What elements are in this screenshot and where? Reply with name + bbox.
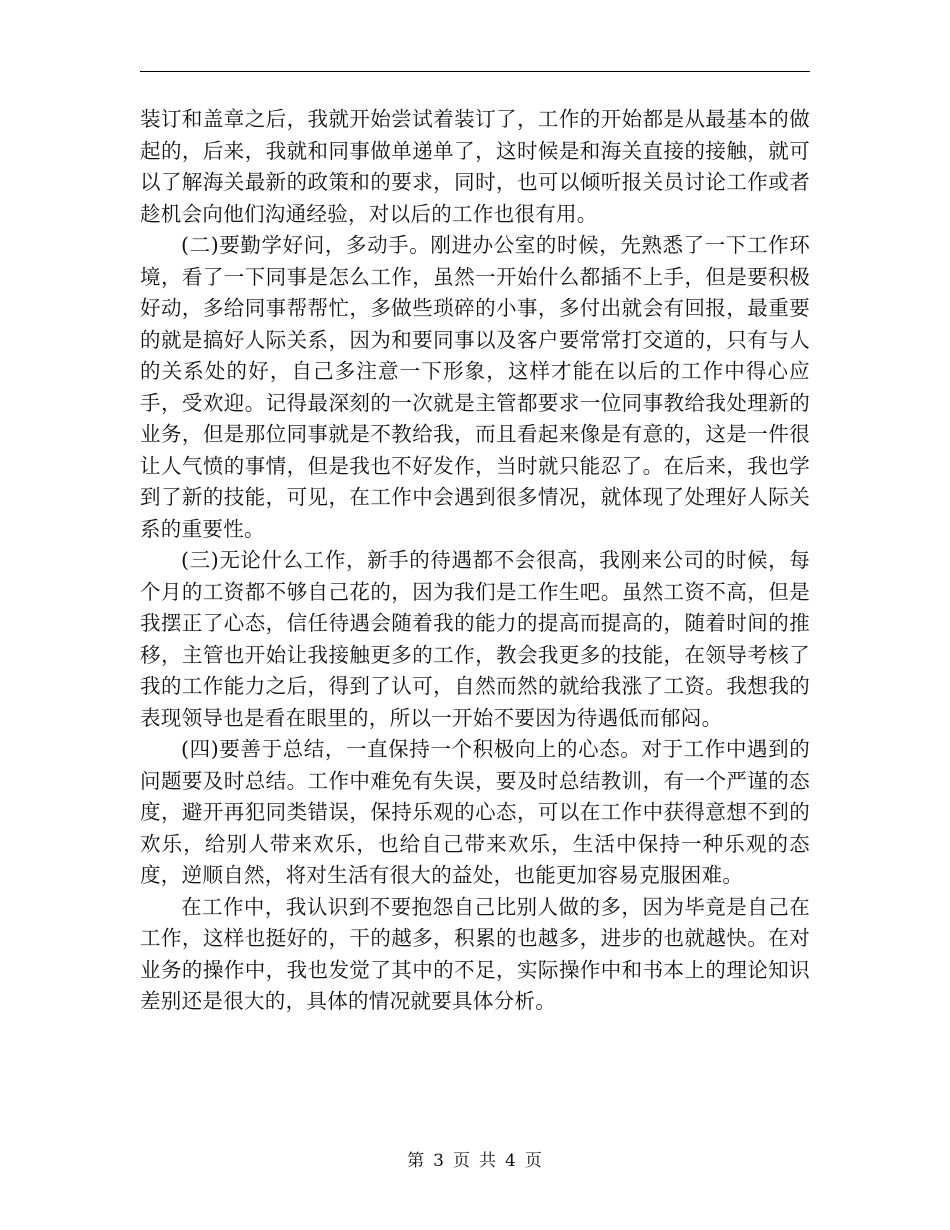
- paragraph-section-4: (四)要善于总结，一直保持一个积极向上的心态。对于工作中遇到的问题要及时总结。工作中难免有失误，要及时总结教训，有一个严谨的态度，避开再犯同类错误，保持乐观的心态，可以在工作中获得意想不到的欢乐，给别人带来欢乐，也给自己带来欢乐，生活中保持一种乐观的态度，逆顺自然，将对生活有很大的益处，也能更加容易克服困难。: [140, 737, 810, 887]
- page-footer: [0, 1146, 950, 1171]
- paragraph-section-2: (二)要勤学好问，多动手。刚进办公室的时候，先熟悉了一下工作环境，看了一下同事是怎么工作，虽然一开始什么都插不上手，但是要积极好动，多给同事帮帮忙，多做些琐碎的小事，多付出就会有回报，最重要的就是搞好人际关系，因为和要同事以及客户要常常打交道的，只有与人的关系处的好，自己多注意一下形象，这样才能在以后的工作中得心应手，受欢迎。记得最深刻的一次就是主管都要求一位同事教给我处理新的业务，但是那位同事就是不教给我，而且看起来像是有意的，这是一件很让人气愤的事情，但是我也不好发作，当时就只能忍了。在后来，我也学到了新的技能，可见，在工作中会遇到很多情况，就体现了处理好人际关系的重要性。: [140, 233, 810, 541]
- paragraph-section-3: (三)无论什么工作，新手的待遇都不会很高，我刚来公司的时候，每个月的工资都不够自己花的，因为我们是工作生吧。虽然工资不高，但是我摆正了心态，信任待遇会随着我的能力的提高而提高的，随着时间的推移，主管也开始让我接触更多的工作，教会我更多的技能，在领导考核了我的工作能力之后，得到了认可，自然而然的就给我涨了工资。我想我的表现领导也是看在眼里的，所以一开始不要因为待遇低而郁闷。: [140, 548, 810, 730]
- total-pages-number: 4: [505, 1151, 517, 1171]
- footer-label-total: 共: [479, 1151, 497, 1171]
- header-rule: [140, 71, 810, 72]
- footer-label-page: 页: [453, 1151, 471, 1171]
- footer-label-prefix: 第: [407, 1151, 426, 1171]
- current-page-number: 3: [433, 1151, 445, 1171]
- paragraph-conclusion: 在工作中，我认识到不要抱怨自己比别人做的多，因为毕竟是自己在工作，这样也挺好的，干的越多，积累的也越多，进步的也就越快。在对业务的操作中，我也发觉了其中的不足，实际操作中和书本上的理论知识差别还是很大的，具体的情况就要具体分析。: [140, 894, 810, 1013]
- paragraph-continuation: 装订和盖章之后，我就开始尝试着装订了，工作的开始都是从最基本的做起的，后来，我就和同事做单递单了，这时候是和海关直接的接触，就可以了解海关最新的政策和的要求，同时，也可以倾听报关员讨论工作或者趁机会向他们沟通经验，对以后的工作也很有用。: [140, 107, 810, 226]
- document-body: [140, 104, 810, 1018]
- footer-label-suffix: 页: [524, 1151, 543, 1171]
